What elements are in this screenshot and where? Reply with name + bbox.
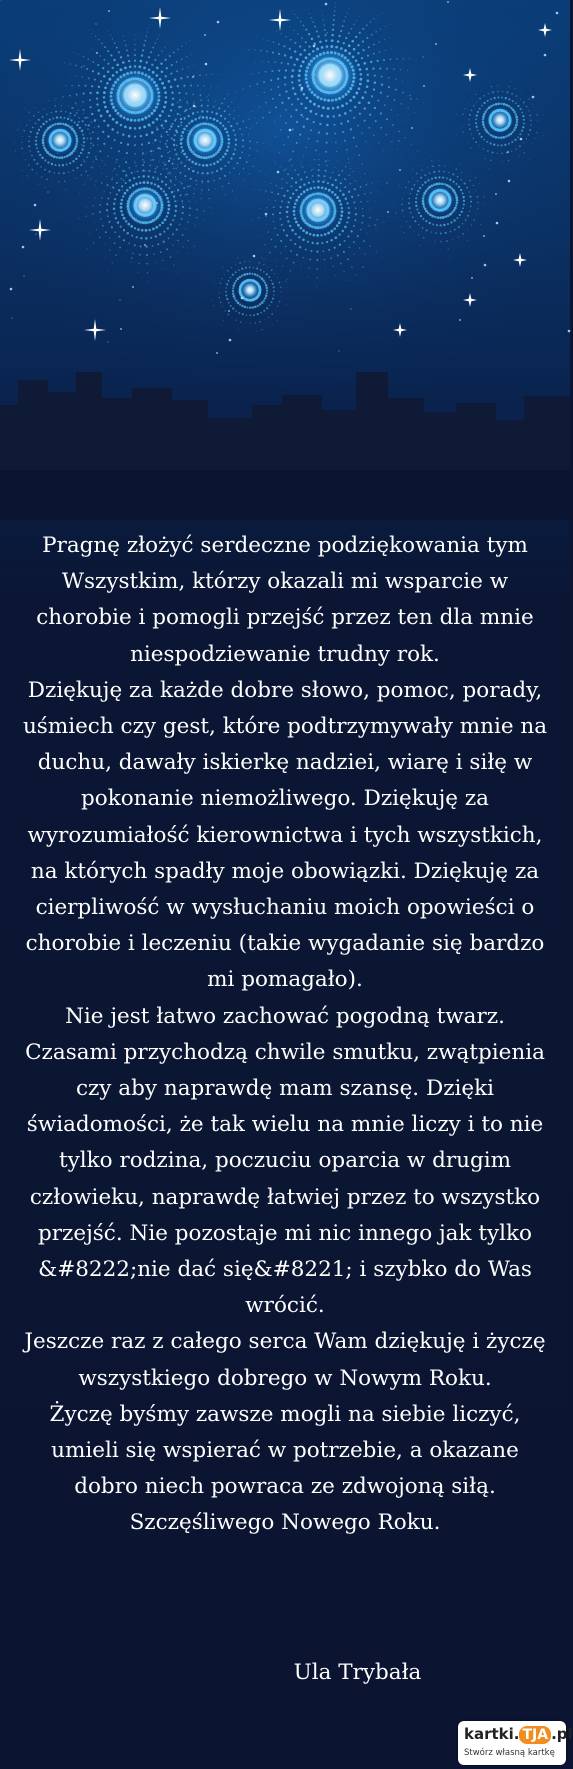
tiny-star	[568, 330, 571, 333]
tiny-star	[508, 180, 511, 183]
fireworks-skyline-illustration	[0, 0, 570, 520]
tiny-star	[193, 105, 196, 108]
tiny-star	[351, 309, 352, 310]
tiny-star	[34, 204, 37, 207]
tiny-star	[387, 183, 388, 184]
logo-tld: .pl	[551, 1725, 573, 1743]
tiny-star	[301, 87, 304, 90]
tiny-star	[48, 192, 49, 193]
tiny-star	[168, 160, 170, 162]
signature: Ula Trybała	[293, 1660, 422, 1685]
message-body	[22, 528, 548, 1542]
tiny-star	[399, 169, 401, 171]
tiny-star	[60, 150, 61, 151]
tiny-star	[205, 63, 208, 66]
logo-name: kartki.	[464, 1725, 520, 1743]
tiny-star	[192, 76, 194, 78]
tiny-star	[423, 85, 425, 87]
tiny-star	[325, 3, 328, 6]
tiny-star	[96, 52, 98, 54]
tiny-star	[10, 288, 13, 291]
tiny-star	[132, 258, 133, 259]
tiny-star	[180, 118, 182, 120]
tiny-star	[217, 21, 220, 24]
tiny-star	[241, 297, 244, 300]
tiny-star	[204, 34, 206, 36]
tiny-star	[411, 99, 412, 100]
tiny-star	[12, 318, 13, 319]
tiny-star	[265, 213, 268, 216]
tiny-star	[253, 255, 256, 258]
tiny-star	[483, 235, 485, 237]
tiny-star	[108, 342, 109, 343]
tiny-star	[216, 352, 218, 354]
tiny-star	[339, 351, 340, 352]
paragraph-wishes: Jeszcze raz z całego serca Wam dziękuję i życzę wszystkiego dobrego w Nowym Roku.	[24, 1329, 546, 1391]
tiny-star	[120, 300, 121, 301]
tiny-star	[435, 43, 437, 45]
tiny-star	[303, 117, 304, 118]
paragraph-hope: Życzę byśmy zawsze mogli na siebie liczyć, umieli się wspierać w potrzebie, a okazane dobro niech powraca ze zdwojoną siłą.	[49, 1401, 521, 1500]
tiny-star	[156, 202, 158, 204]
tiny-star	[277, 171, 280, 174]
tiny-star	[496, 222, 499, 225]
tiny-star	[387, 211, 389, 213]
kartki-logo-link[interactable]	[458, 1721, 573, 1765]
tiny-star	[447, 1, 449, 3]
paragraph-thanks: Pragnę złożyć serdeczne podziękowania tym Wszystkim, którzy okazali mi wsparcie w chorobie i pomogli przejść przez ten dla mnie niespodziewanie trudny rok.	[36, 533, 534, 667]
tiny-star	[375, 225, 376, 226]
tiny-star	[228, 310, 230, 312]
tiny-star	[229, 339, 232, 342]
paragraph-gratitude: Dziękuję za każde dobre słowo, pomoc, porady, uśmiech czy gest, które podtrzymywały mnie na duchu, dawały iskierkę nadziei, wiarę i siłę w pokonanie niemożliwego. Dziękuję za wyrozumiałość kierownictwa i tych wszystkich, na których spadły moje obowiązki. Dziękuję za cierpliwość w wysłuchaniu moich opowieści o chorobie i leczeniu (takie wygadanie się bardzo mi pomagało).	[22, 677, 548, 993]
tiny-star	[484, 264, 487, 267]
tiny-star	[96, 24, 97, 25]
logo-wordmark	[464, 1725, 573, 1744]
tiny-star	[411, 127, 413, 129]
tiny-star	[399, 141, 400, 142]
tiny-star	[459, 319, 461, 321]
tiny-star	[291, 159, 292, 160]
tiny-star	[495, 193, 497, 195]
paragraph-hardship: Nie jest łatwo zachować pogodną twarz. Czasami przychodzą chwile smutku, zwątpienia czy aby naprawdę mam szansę. Dzięki świadomości, że tak wielu na mnie liczy i to nie tylko rodzina, poczuciu oparcia w drugim człowieku, naprawdę łatwiej przez to wszystko przejść. Nie pozostaje mi nic innego jak tylko &#8222;nie dać się&#8221; i szybko do Was wrócić.	[25, 1003, 545, 1319]
tiny-star	[315, 75, 316, 76]
tiny-star	[36, 234, 37, 235]
tiny-star	[24, 276, 25, 277]
tiny-star	[289, 129, 292, 132]
tiny-star	[84, 66, 85, 67]
tiny-star	[507, 151, 509, 153]
logo-badge: TJA	[519, 1726, 551, 1744]
tiny-star	[327, 33, 328, 34]
tiny-star	[520, 138, 523, 141]
tiny-star	[72, 108, 73, 109]
tiny-star	[532, 96, 535, 99]
logo-tagline: Stwórz własną kartkę	[464, 1748, 555, 1758]
tiny-star	[423, 57, 424, 58]
tiny-star	[120, 328, 122, 330]
tiny-star	[544, 54, 547, 57]
tiny-star	[144, 244, 146, 246]
tiny-star	[363, 267, 364, 268]
tiny-star	[313, 45, 316, 48]
tiny-star	[556, 12, 559, 15]
tiny-star	[132, 286, 134, 288]
tiny-star	[108, 10, 110, 12]
paragraph-new-year: Szczęśliwego Nowego Roku.	[129, 1510, 441, 1536]
tiny-star	[22, 246, 25, 249]
tiny-star	[471, 277, 473, 279]
